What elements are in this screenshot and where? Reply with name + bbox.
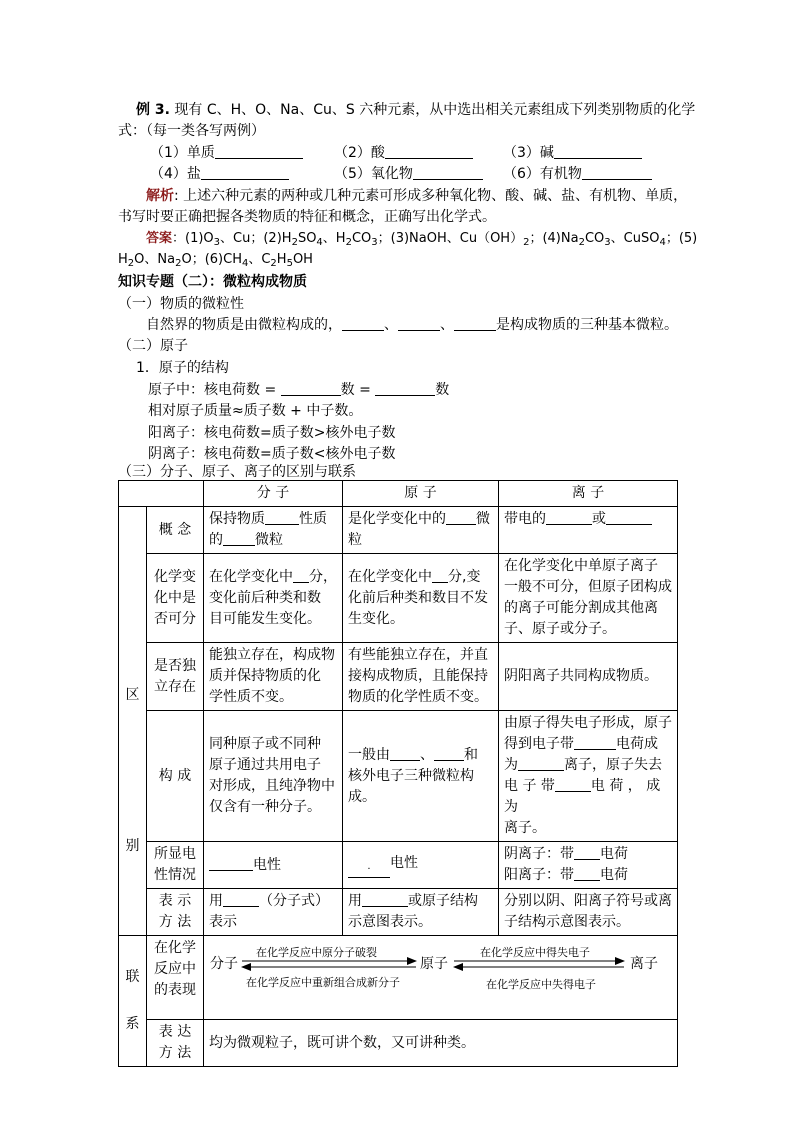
table-header-row bbox=[119, 481, 678, 507]
table-row-composition bbox=[119, 711, 678, 842]
subsection-1-text: 自然界的物质是由微粒构成的， 、 、 是构成物质的三种基本微粒。 bbox=[146, 317, 678, 333]
table-row-reaction bbox=[119, 936, 678, 1020]
cell-charge-atom: . 电性 bbox=[343, 842, 499, 889]
example-item-2: （2）酸 bbox=[334, 143, 473, 163]
subsection-1-title: （一）物质的微粒性 bbox=[118, 296, 244, 312]
cell-independent-molecule: 能独立存在，构成物 质并保持物质的化 学性质不变。 bbox=[204, 643, 343, 711]
atom-structure-line3: 阳离子：核电荷数=质子数>核外电子数 bbox=[148, 425, 396, 441]
cell-independent-ion: 阴阳离子共同构成物质。 bbox=[499, 643, 678, 711]
header-ion: 离 子 bbox=[499, 481, 678, 507]
analysis-label: 解析 bbox=[146, 188, 174, 204]
section-title: 知识专题（二）：微粒构成物质 bbox=[118, 274, 307, 290]
example-item-6: （6）有机物 bbox=[503, 164, 652, 184]
table-row-charge bbox=[119, 842, 678, 889]
cell-composition-ion: 由原子得失电子形成，原子 得到电子带 电荷成 为 离子，原子失去 电 子 带 电 荷 ， 成 为 离子。 bbox=[499, 711, 678, 842]
example-label: 例 3 bbox=[136, 102, 165, 118]
cell-divisible-atom: 在化学变化中 分,变 化前后种类和数目不发 生变化。 bbox=[343, 554, 499, 643]
analysis-line2: 书写时要正确把握各类物质的特征和概念，正确写出化学式。 bbox=[118, 209, 496, 225]
table-row-independent bbox=[119, 643, 678, 711]
row-label-notation: 表 示 方 法 bbox=[147, 889, 204, 936]
cell-notation-atom: 用 或原子结构 示意图表示。 bbox=[343, 889, 499, 936]
cell-composition-molecule: 同种原子或不同种 原子通过共用电子 对形成，且纯净物中 仅含有一种分子。 bbox=[204, 711, 343, 842]
row-label-expression: 表 达 方 法 bbox=[147, 1020, 204, 1067]
atom-structure-line2: 相对原子质量≈质子数 + 中子数。 bbox=[148, 403, 363, 419]
row-label-reaction: 在化学 反应中 的表现 bbox=[147, 936, 204, 1020]
cell-concept-atom: 是化学变化中的 微 粒 bbox=[343, 507, 499, 554]
label-top-right: 在化学反应中得失电子 bbox=[480, 946, 590, 959]
reaction-diagram-cell bbox=[204, 936, 678, 1020]
example-item-5: （5）氧化物 bbox=[334, 164, 483, 184]
label-bottom-right: 在化学反应中失得电子 bbox=[486, 978, 596, 991]
atom-structure-line4: 阴离子：核电荷数=质子数<核外电子数 bbox=[148, 446, 396, 462]
diagram-atom: 原子 bbox=[420, 956, 448, 972]
row-label-charge: 所显电 性情况 bbox=[147, 842, 204, 889]
subsection-3-title: （三）分子、原子、离子的区别与联系 bbox=[118, 464, 356, 480]
cell-concept-ion: 带电的 或 bbox=[499, 507, 678, 554]
example-item-4: （4）盐 bbox=[150, 164, 289, 184]
cell-divisible-molecule: 在化学变化中 分， 变化前后种类和数 目可能发生变化。 bbox=[204, 554, 343, 643]
link-label: 联 系 bbox=[119, 936, 147, 1067]
row-label-concept: 概 念 bbox=[147, 507, 204, 554]
label-top-left: 在化学反应中原分子破裂 bbox=[256, 946, 377, 959]
table-row-concept bbox=[119, 507, 678, 554]
row-label-composition: 构 成 bbox=[147, 711, 204, 842]
answer-line1: 答案：$(1)O_3$、Cu；$(2)H_2SO_4$、$H_2CO_3$；(3)NaOH、$Cu(OH)_2$；$(4)Na_2CO_3$、CuSO$_4$；(5) bbox=[146, 231, 698, 248]
cell-divisible-ion: 在化学变化中单原子离子 一般不可分，但原子团构成 的离子可能分割成其他离 子、原子或分子。 bbox=[499, 554, 678, 643]
cell-notation-molecule: 用 （分子式） 表示 bbox=[204, 889, 343, 936]
cell-charge-ion: 阴离子：带 电荷 阳离子：带 电荷 bbox=[499, 842, 678, 889]
row-label-independent: 是否独 立存在 bbox=[147, 643, 204, 711]
cell-concept-molecule: 保持物质 性质 的 微粒 bbox=[204, 507, 343, 554]
cell-independent-atom: 有些能独立存在，并直 接构成物质，且能保持 物质的化学性质不变。 bbox=[343, 643, 499, 711]
answer-label: 答案 bbox=[146, 231, 173, 246]
example-question-line1: 例 3. 现有 C、H、O、Na、Cu、S 六种元素，从中选出相关元素组成下列类别物质的化学 bbox=[136, 102, 696, 118]
diagram-molecule: 分子 bbox=[210, 956, 238, 972]
cell-composition-atom: 一般由 、 和 核外电子三种微粒构成。 bbox=[343, 711, 499, 842]
diagram-ion: 离子 bbox=[630, 956, 658, 972]
header-molecule: 分 子 bbox=[204, 481, 343, 507]
cell-charge-molecule: 电性 bbox=[204, 842, 343, 889]
label-bottom-left: 在化学反应中重新组合成新分子 bbox=[246, 976, 400, 989]
header-atom: 原 子 bbox=[343, 481, 499, 507]
atom-structure-heading: 1．原子的结构 bbox=[136, 360, 229, 376]
row-label-divisible: 化学变 化中是 否可分 bbox=[147, 554, 204, 643]
example-question-line2: 式：（每一类各写两例） bbox=[118, 123, 265, 139]
table-row-expression bbox=[119, 1020, 678, 1067]
table-row-notation bbox=[119, 889, 678, 936]
cell-expression: 均为微观粒子，既可讲个数，又可讲种类。 bbox=[204, 1020, 678, 1067]
comparison-table bbox=[118, 480, 678, 1067]
subsection-2-title: （二）原子 bbox=[118, 338, 188, 354]
analysis-line1: 解析: 上述六种元素的两种或几种元素可形成多种氧化物、酸、碱、盐、有机物、单质， bbox=[146, 188, 688, 204]
diff-label: 区 别 bbox=[119, 507, 147, 936]
cell-notation-ion: 分别以阴、阳离子符号或离 子结构示意图表示。 bbox=[499, 889, 678, 936]
example-item-3: （3）碱 bbox=[503, 143, 642, 163]
table-row-divisible bbox=[119, 554, 678, 643]
answer-line2: $H_2O$、$Na_2O$；$(6)CH_4$、$C_2H_5OH$ bbox=[118, 252, 313, 269]
atom-structure-line1: 原子中：核电荷数 = 数 = 数 bbox=[148, 382, 450, 398]
example-item-1: （1）单质 bbox=[150, 143, 303, 163]
